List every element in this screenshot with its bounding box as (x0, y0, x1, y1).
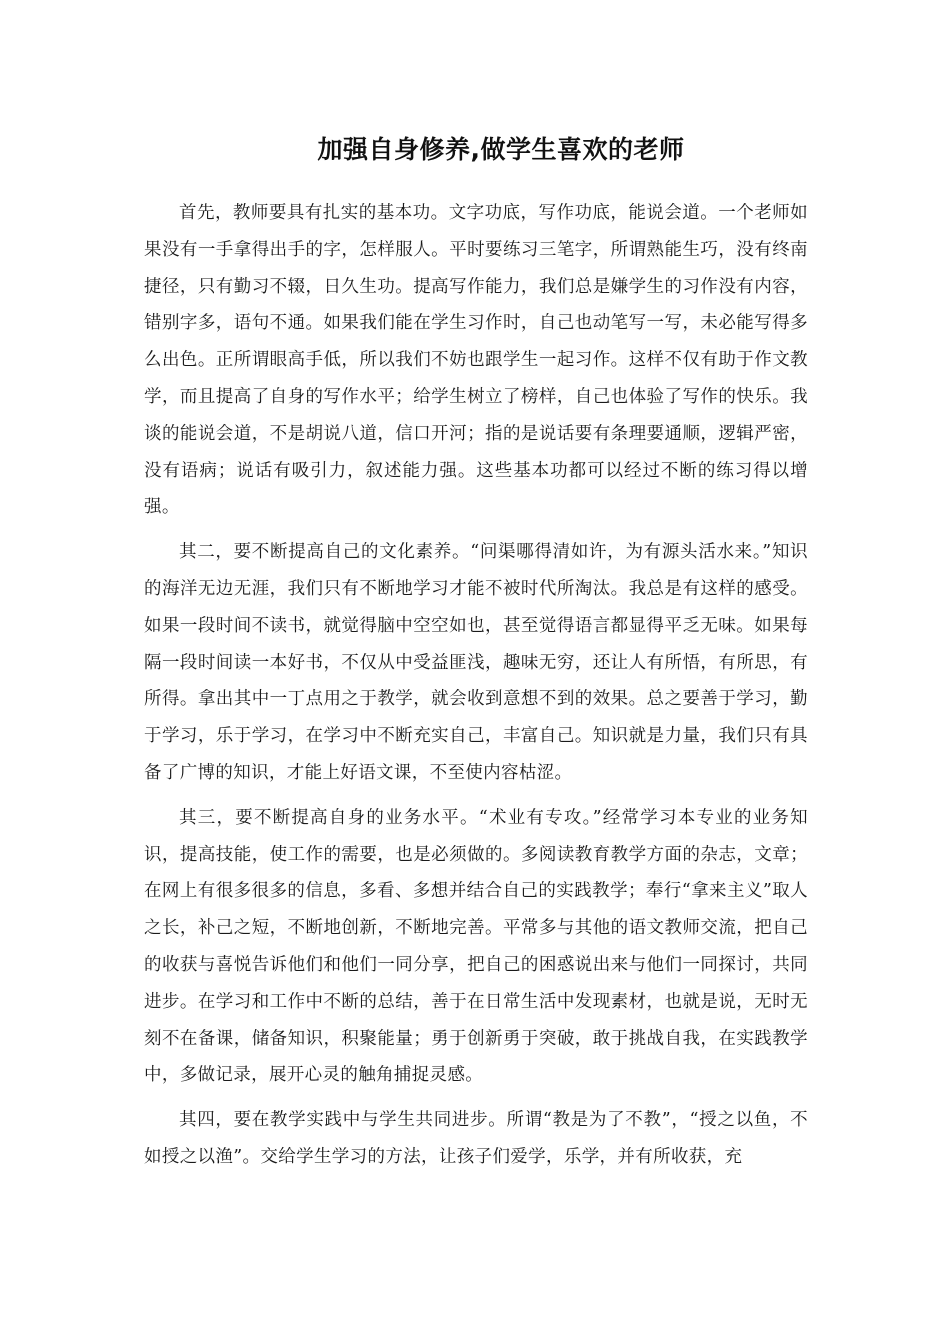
paragraph-4: 其四，要在教学实践中与学生共同进步。所谓“教是为了不教”，“授之以鱼，不如授之以渔”。交给学生学习的方法，让孩子们爱学，乐学，并有所收获，充 (144, 1110, 808, 1167)
document-title: 加强自身修养,做学生喜欢的老师 (317, 135, 685, 164)
document-body (144, 195, 808, 1184)
paragraph-3: 其三，要不断提高自身的业务水平。“术业有专攻。”经常学习本专业的业务知识，提高技能，使工作的需要，也是必须做的。多阅读教育教学方面的杂志，文章；在网上有很多很多的信息，多看、多想并结合自己的实践教学；奉行“拿来主义”取人之长，补己之短，不断地创新，不断地完善。平常多与其他的语文教师交流，把自己的收获与喜悦告诉他们和他们一同分享，把自己的困惑说出来与他们一同探讨，共同进步。在学习和工作中不断的总结，善于在日常生活中发现素材，也就是说，无时无刻不在备课，储备知识，积聚能量；勇于创新勇于突破，敢于挑战自我，在实践教学中，多做记录，展开心灵的触角捕捉灵感。 (144, 807, 808, 1086)
paragraph-1: 首先，教师要具有扎实的基本功。文字功底，写作功底，能说会道。一个老师如果没有一手拿得出手的字，怎样服人。平时要练习三笔字，所谓熟能生巧，没有终南捷径，只有勤习不辍，日久生功。提高写作能力，我们总是嫌学生的习作没有内容，错别字多，语句不通。如果我们能在学生习作时，自己也动笔写一写，未必能写得多么出色。正所谓眼高手低，所以我们不妨也跟学生一起习作。这样不仅有助于作文教学，而且提高了自身的写作水平；给学生树立了榜样，自己也体验了写作的快乐。我谈的能说会道，不是胡说八道，信口开河；指的是说话要有条理要通顺，逻辑严密，没有语病；说话有吸引力，叙述能力强。这些基本功都可以经过不断的练习得以增强。 (144, 203, 808, 518)
paragraph-2: 其二，要不断提高自己的文化素养。“问渠哪得清如许，为有源头活水来。”知识的海洋无边无涯，我们只有不断地学习才能不被时代所淘汰。我总是有这样的感受。如果一段时间不读书，就觉得脑中空空如也，甚至觉得语言都显得平乏无味。如果每隔一段时间读一本好书，不仅从中受益匪浅，趣味无穷，还让人有所悟，有所思，有所得。拿出其中一丁点用之于教学，就会收到意想不到的效果。总之要善于学习，勤于学习，乐于学习，在学习中不断充实自己，丰富自己。知识就是力量，我们只有具备了广博的知识，才能上好语文课，不至使内容枯涩。 (144, 542, 808, 783)
